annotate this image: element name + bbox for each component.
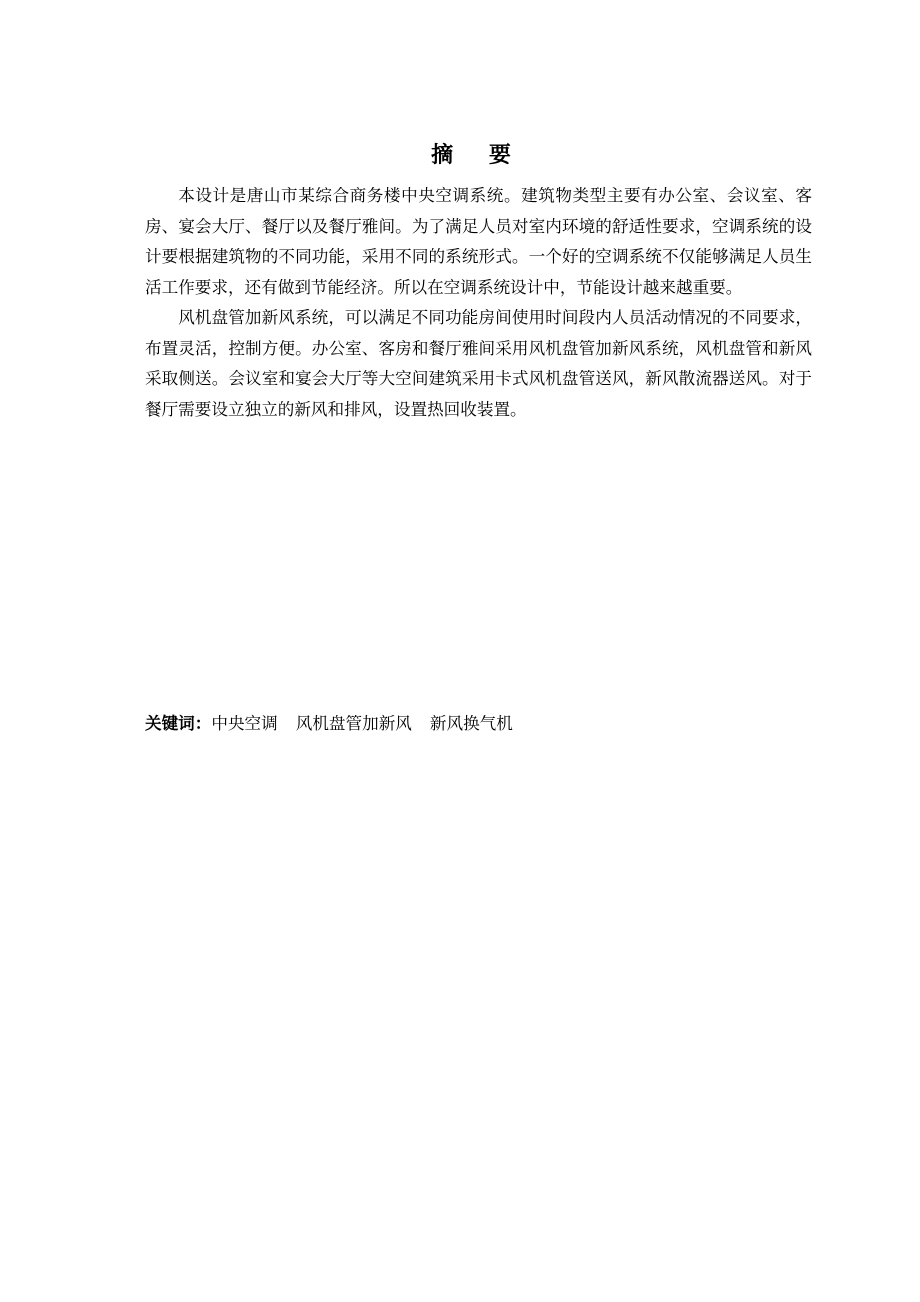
- keyword-item: 中央空调: [211, 714, 278, 733]
- keyword-item: 新风换气机: [429, 714, 513, 733]
- abstract-body: [145, 181, 812, 425]
- abstract-paragraph-2: 风机盘管加新风系统，可以满足不同功能房间使用时间段内人员活动情况的不同要求，布置灵活，控制方便。办公室、客房和餐厅雅间采用风机盘管加新风系统，风机盘管和新风采取侧送。会议室和宴会大厅等大空间建筑采用卡式风机盘管送风，新风散流器送风。对于餐厅需要设立独立的新风和排风，设置热回收装置。: [145, 308, 812, 419]
- keywords-line: [145, 709, 812, 739]
- keyword-item: 风机盘管加新风: [295, 714, 412, 733]
- keywords-label: 关键词：: [145, 714, 212, 733]
- abstract-title: 摘 要: [431, 143, 525, 168]
- abstract-paragraph-1: 本设计是唐山市某综合商务楼中央空调系统。建筑物类型主要有办公室、会议室、客房、宴会大厅、餐厅以及餐厅雅间。为了满足人员对室内环境的舒适性要求，空调系统的设计要根据建筑物的不同功能，采用不同的系统形式。一个好的空调系统不仅能够满足人员生活工作要求，还有做到节能经济。所以在空调系统设计中，节能设计越来越重要。: [145, 186, 812, 297]
